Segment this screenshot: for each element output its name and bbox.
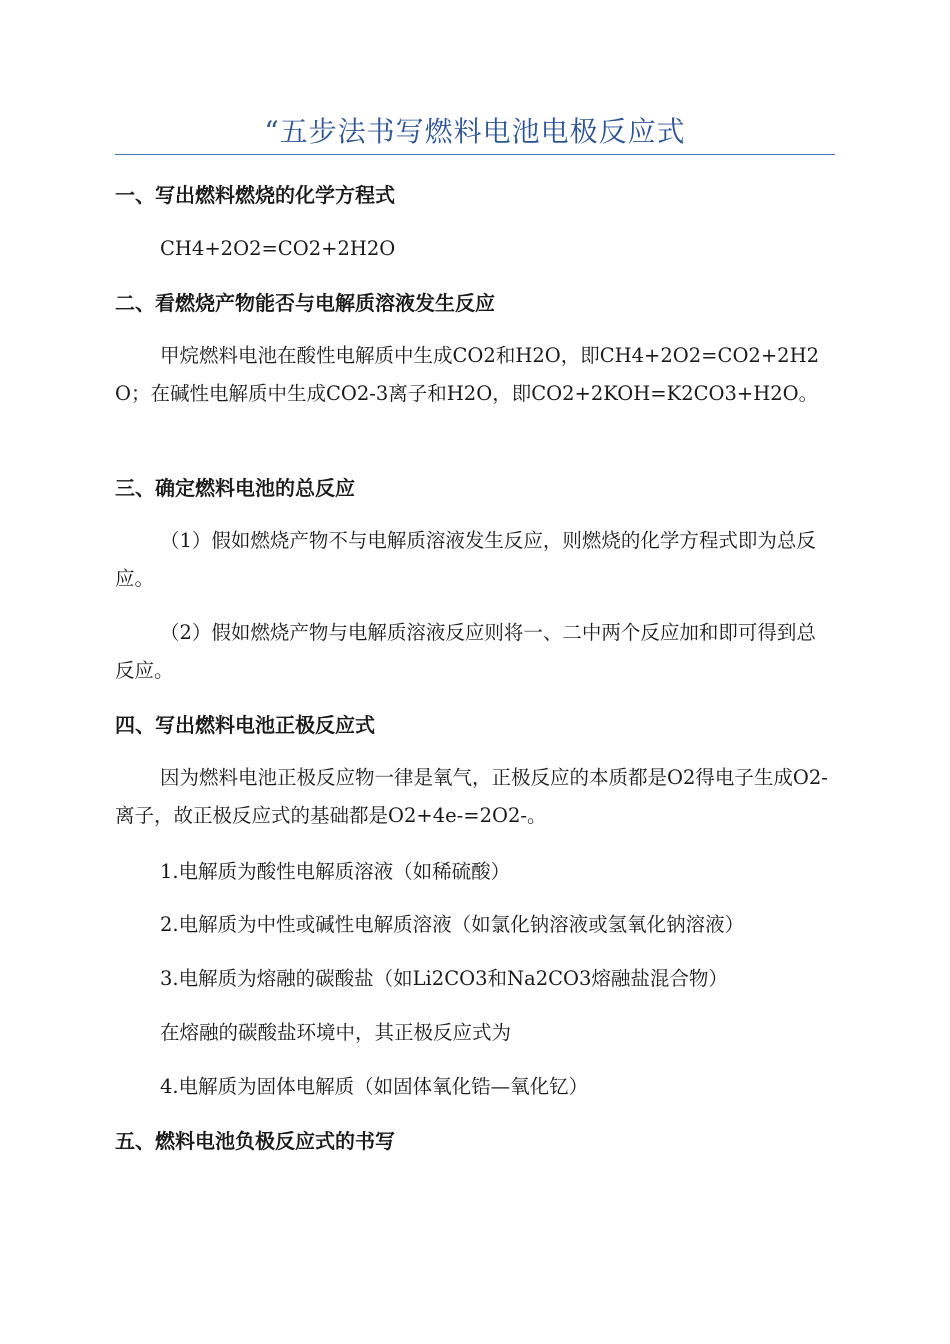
paragraph-molten-carbonate-note: 在熔融的碳酸盐环境中，其正极反应式为 xyxy=(160,1021,512,1044)
section-heading-2: 二、看燃烧产物能否与电解质溶液发生反应 xyxy=(115,291,495,315)
list-item-acidic: 1.电解质为酸性电解质溶液（如稀硫酸） xyxy=(160,860,511,883)
section-heading-1: 一、写出燃料燃烧的化学方程式 xyxy=(115,183,395,207)
paragraph-electrolyte-reaction: 甲烷燃料电池在酸性电解质中生成CO2和H2O，即CH4+2O2=CO2+2H2O；在碱性电解质中生成CO2-3离子和H2O，即CO2+2KOH=K2CO3+H2O。 xyxy=(115,344,819,405)
section-heading-3: 三、确定燃料电池的总反应 xyxy=(115,476,355,500)
title-underline xyxy=(115,154,835,155)
equation-combustion: CH4+2O2=CO2+2H2O xyxy=(160,237,396,260)
list-item-molten-carbonate: 3.电解质为熔融的碳酸盐（如Li2CO3和Na2CO3熔融盐混合物） xyxy=(160,967,728,990)
paragraph-positive-electrode: 因为燃料电池正极反应物一律是氧气，正极反应的本质都是O2得电子生成O2-离子，故正极反应式的基础都是O2+4e-=2O2-。 xyxy=(115,766,828,827)
section-heading-4: 四、写出燃料电池正极反应式 xyxy=(115,713,375,737)
paragraph-total-reaction-1: （1）假如燃烧产物不与电解质溶液发生反应，则燃烧的化学方程式即为总反应。 xyxy=(115,529,816,590)
paragraph-total-reaction-2: （2）假如燃烧产物与电解质溶液反应则将一、二中两个反应加和即可得到总反应。 xyxy=(115,621,816,682)
list-item-neutral-basic: 2.电解质为中性或碱性电解质溶液（如氯化钠溶液或氢氧化钠溶液） xyxy=(160,913,745,936)
section-heading-5: 五、燃料电池负极反应式的书写 xyxy=(115,1129,395,1153)
document-title: “五步法书写燃料电池电极反应式 xyxy=(264,115,686,148)
list-item-solid-electrolyte: 4.电解质为固体电解质（如固体氧化锆—氧化钇） xyxy=(160,1075,589,1098)
